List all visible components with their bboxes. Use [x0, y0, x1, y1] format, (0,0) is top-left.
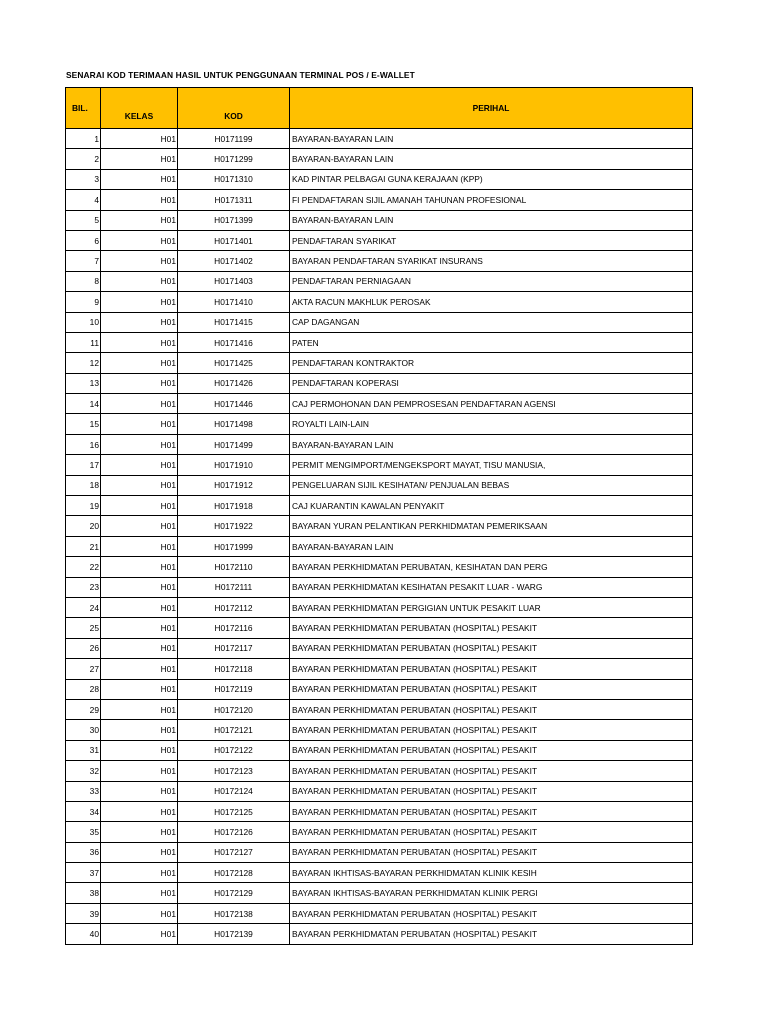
row-perihal: BAYARAN PERKHIDMATAN PERUBATAN (HOSPITAL) PESAKIT	[290, 924, 693, 944]
table-row	[66, 251, 693, 271]
row-kod-akaun: H0172121	[178, 720, 290, 740]
row-bil: 6	[66, 230, 101, 250]
row-perihal: BAYARAN PERKHIDMATAN PERUBATAN (HOSPITAL) PESAKIT	[290, 781, 693, 801]
row-kelas-akaun: H01	[101, 149, 178, 169]
row-perihal: BAYARAN PERKHIDMATAN PERUBATAN (HOSPITAL) PESAKIT	[290, 842, 693, 862]
table-row	[66, 761, 693, 781]
row-kod-akaun: H0172117	[178, 638, 290, 658]
table-row	[66, 169, 693, 189]
row-perihal: BAYARAN PERKHIDMATAN PERUBATAN (HOSPITAL) PESAKIT	[290, 720, 693, 740]
row-kelas-akaun: H01	[101, 557, 178, 577]
table-row	[66, 496, 693, 516]
row-kod-akaun: H0172128	[178, 863, 290, 883]
row-kelas-akaun: H01	[101, 353, 178, 373]
table-row	[66, 292, 693, 312]
row-kod-akaun: H0172138	[178, 903, 290, 923]
row-kod-akaun: H0171416	[178, 332, 290, 352]
row-bil: 33	[66, 781, 101, 801]
table-row	[66, 842, 693, 862]
row-kod-akaun: H0171399	[178, 210, 290, 230]
row-kod-akaun: H0172116	[178, 618, 290, 638]
table-body	[66, 129, 693, 945]
row-perihal: BAYARAN PERKHIDMATAN PERUBATAN, KESIHATAN DAN PERG	[290, 557, 693, 577]
row-kelas-akaun: H01	[101, 883, 178, 903]
row-perihal: BAYARAN-BAYARAN LAIN	[290, 536, 693, 556]
row-bil: 35	[66, 822, 101, 842]
row-kelas-akaun: H01	[101, 332, 178, 352]
row-bil: 36	[66, 842, 101, 862]
row-kod-akaun: H0172119	[178, 679, 290, 699]
row-kelas-akaun: H01	[101, 903, 178, 923]
row-kod-akaun: H0172124	[178, 781, 290, 801]
row-bil: 38	[66, 883, 101, 903]
row-kelas-akaun: H01	[101, 618, 178, 638]
row-kod-akaun: H0171401	[178, 230, 290, 250]
row-kelas-akaun: H01	[101, 597, 178, 617]
document-title: SENARAI KOD TERIMAAN HASIL UNTUK PENGGUNAAN TERMINAL POS / E-WALLET	[66, 70, 415, 80]
row-perihal: BAYARAN IKHTISAS-BAYARAN PERKHIDMATAN KLINIK PERGI	[290, 883, 693, 903]
row-perihal: FI PENDAFTARAN SIJIL AMANAH TAHUNAN PROFESIONAL	[290, 190, 693, 210]
row-kod-akaun: H0172112	[178, 597, 290, 617]
table-row	[66, 230, 693, 250]
row-kod-akaun: H0171403	[178, 271, 290, 291]
row-perihal: BAYARAN-BAYARAN LAIN	[290, 149, 693, 169]
row-kelas-akaun: H01	[101, 740, 178, 760]
table-row	[66, 597, 693, 617]
row-kod-akaun: H0172122	[178, 740, 290, 760]
row-kod-akaun: H0171425	[178, 353, 290, 373]
row-kelas-akaun: H01	[101, 496, 178, 516]
row-perihal: PENGELUARAN SIJIL KESIHATAN/ PENJUALAN BEBAS	[290, 475, 693, 495]
row-kelas-akaun: H01	[101, 659, 178, 679]
header-perihal: PERIHAL	[290, 88, 693, 129]
row-bil: 18	[66, 475, 101, 495]
table-row	[66, 353, 693, 373]
table-row	[66, 475, 693, 495]
row-kod-akaun: H0171311	[178, 190, 290, 210]
row-kelas-akaun: H01	[101, 251, 178, 271]
table-row	[66, 536, 693, 556]
row-kod-akaun: H0171402	[178, 251, 290, 271]
row-kelas-akaun: H01	[101, 638, 178, 658]
row-kelas-akaun: H01	[101, 577, 178, 597]
row-perihal: BAYARAN YURAN PELANTIKAN PERKHIDMATAN PEMERIKSAAN	[290, 516, 693, 536]
revenue-code-table	[65, 87, 693, 945]
row-perihal: CAJ PERMOHONAN DAN PEMPROSESAN PENDAFTARAN AGENSI	[290, 394, 693, 414]
row-perihal: BAYARAN IKHTISAS-BAYARAN PERKHIDMATAN KLINIK KESIH	[290, 863, 693, 883]
row-kelas-akaun: H01	[101, 761, 178, 781]
row-kod-akaun: H0171410	[178, 292, 290, 312]
row-kelas-akaun: H01	[101, 292, 178, 312]
row-kelas-akaun: H01	[101, 129, 178, 149]
row-perihal: BAYARAN PERKHIDMATAN PERUBATAN (HOSPITAL) PESAKIT	[290, 659, 693, 679]
table-row	[66, 679, 693, 699]
row-bil: 28	[66, 679, 101, 699]
row-bil: 1	[66, 129, 101, 149]
table-row	[66, 557, 693, 577]
row-perihal: BAYARAN PENDAFTARAN SYARIKAT INSURANS	[290, 251, 693, 271]
row-perihal: AKTA RACUN MAKHLUK PEROSAK	[290, 292, 693, 312]
table-row	[66, 924, 693, 944]
row-kelas-akaun: H01	[101, 924, 178, 944]
row-bil: 26	[66, 638, 101, 658]
table-row	[66, 659, 693, 679]
header-bil: BIL.	[66, 88, 101, 129]
row-perihal: BAYARAN-BAYARAN LAIN	[290, 210, 693, 230]
table-row	[66, 699, 693, 719]
row-bil: 14	[66, 394, 101, 414]
row-kod-akaun: H0171415	[178, 312, 290, 332]
table-row	[66, 863, 693, 883]
row-bil: 10	[66, 312, 101, 332]
row-kod-akaun: H0172123	[178, 761, 290, 781]
row-bil: 7	[66, 251, 101, 271]
row-kod-akaun: H0172111	[178, 577, 290, 597]
row-perihal: PENDAFTARAN KOPERASI	[290, 373, 693, 393]
row-kod-akaun: H0171310	[178, 169, 290, 189]
row-kod-akaun: H0171999	[178, 536, 290, 556]
row-perihal: BAYARAN-BAYARAN LAIN	[290, 129, 693, 149]
row-bil: 9	[66, 292, 101, 312]
row-kod-akaun: H0171922	[178, 516, 290, 536]
row-kod-akaun: H0172129	[178, 883, 290, 903]
row-perihal: BAYARAN-BAYARAN LAIN	[290, 434, 693, 454]
table-row	[66, 332, 693, 352]
row-kod-akaun: H0171199	[178, 129, 290, 149]
row-kelas-akaun: H01	[101, 210, 178, 230]
row-kelas-akaun: H01	[101, 414, 178, 434]
table-row	[66, 271, 693, 291]
table-row	[66, 312, 693, 332]
table-row	[66, 903, 693, 923]
row-perihal: KAD PINTAR PELBAGAI GUNA KERAJAAN (KPP)	[290, 169, 693, 189]
row-perihal: BAYARAN PERKHIDMATAN PERUBATAN (HOSPITAL) PESAKIT	[290, 761, 693, 781]
row-kelas-akaun: H01	[101, 842, 178, 862]
row-kelas-akaun: H01	[101, 781, 178, 801]
row-kelas-akaun: H01	[101, 169, 178, 189]
row-kod-akaun: H0171299	[178, 149, 290, 169]
row-kelas-akaun: H01	[101, 312, 178, 332]
row-kod-akaun: H0172126	[178, 822, 290, 842]
row-perihal: BAYARAN PERKHIDMATAN KESIHATAN PESAKIT LUAR - WARG	[290, 577, 693, 597]
row-kelas-akaun: H01	[101, 801, 178, 821]
table-row	[66, 414, 693, 434]
row-perihal: BAYARAN PERKHIDMATAN PERUBATAN (HOSPITAL) PESAKIT	[290, 801, 693, 821]
table-row	[66, 740, 693, 760]
row-kod-akaun: H0171912	[178, 475, 290, 495]
row-perihal: CAP DAGANGAN	[290, 312, 693, 332]
row-bil: 37	[66, 863, 101, 883]
row-perihal: BAYARAN PERKHIDMATAN PERUBATAN (HOSPITAL) PESAKIT	[290, 740, 693, 760]
row-kelas-akaun: H01	[101, 475, 178, 495]
row-bil: 5	[66, 210, 101, 230]
row-kelas-akaun: H01	[101, 434, 178, 454]
row-perihal: BAYARAN PERKHIDMATAN PERUBATAN (HOSPITAL) PESAKIT	[290, 618, 693, 638]
row-kod-akaun: H0172127	[178, 842, 290, 862]
row-bil: 22	[66, 557, 101, 577]
row-perihal: ROYALTI LAIN-LAIN	[290, 414, 693, 434]
table-row	[66, 720, 693, 740]
row-kelas-akaun: H01	[101, 190, 178, 210]
row-kod-akaun: H0171499	[178, 434, 290, 454]
row-bil: 15	[66, 414, 101, 434]
row-kod-akaun: H0172139	[178, 924, 290, 944]
table-row	[66, 618, 693, 638]
row-perihal: PENDAFTARAN PERNIAGAAN	[290, 271, 693, 291]
row-kelas-akaun: H01	[101, 679, 178, 699]
row-perihal: BAYARAN PERKHIDMATAN PERUBATAN (HOSPITAL) PESAKIT	[290, 903, 693, 923]
row-bil: 13	[66, 373, 101, 393]
row-kelas-akaun: H01	[101, 455, 178, 475]
table-row	[66, 373, 693, 393]
header-kelas-akaun	[101, 88, 178, 129]
row-bil: 21	[66, 536, 101, 556]
row-kod-akaun: H0172120	[178, 699, 290, 719]
row-kelas-akaun: H01	[101, 271, 178, 291]
row-bil: 34	[66, 801, 101, 821]
row-bil: 11	[66, 332, 101, 352]
header-kelas-line1: KELAS	[124, 111, 154, 121]
row-bil: 12	[66, 353, 101, 373]
row-perihal: BAYARAN PERKHIDMATAN PERUBATAN (HOSPITAL) PESAKIT	[290, 699, 693, 719]
table-row	[66, 577, 693, 597]
row-kod-akaun: H0171910	[178, 455, 290, 475]
row-perihal: BAYARAN PERKHIDMATAN PERGIGIAN UNTUK PESAKIT LUAR	[290, 597, 693, 617]
row-bil: 29	[66, 699, 101, 719]
row-bil: 27	[66, 659, 101, 679]
row-bil: 16	[66, 434, 101, 454]
header-kod-line1: KOD	[224, 111, 243, 121]
header-kod-akaun	[178, 88, 290, 129]
table-row	[66, 210, 693, 230]
row-kod-akaun: H0171918	[178, 496, 290, 516]
row-bil: 19	[66, 496, 101, 516]
row-kelas-akaun: H01	[101, 822, 178, 842]
row-perihal: PATEN	[290, 332, 693, 352]
row-kelas-akaun: H01	[101, 230, 178, 250]
table-row	[66, 781, 693, 801]
row-bil: 23	[66, 577, 101, 597]
table-row	[66, 129, 693, 149]
table-header-row	[66, 88, 693, 129]
table-row	[66, 801, 693, 821]
row-kelas-akaun: H01	[101, 720, 178, 740]
row-bil: 25	[66, 618, 101, 638]
row-perihal: BAYARAN PERKHIDMATAN PERUBATAN (HOSPITAL) PESAKIT	[290, 822, 693, 842]
row-perihal: PENDAFTARAN SYARIKAT	[290, 230, 693, 250]
row-bil: 32	[66, 761, 101, 781]
table-row	[66, 149, 693, 169]
row-kod-akaun: H0171426	[178, 373, 290, 393]
row-kelas-akaun: H01	[101, 699, 178, 719]
row-perihal: CAJ KUARANTIN KAWALAN PENYAKIT	[290, 496, 693, 516]
table-row	[66, 883, 693, 903]
row-kelas-akaun: H01	[101, 863, 178, 883]
row-kod-akaun: H0172118	[178, 659, 290, 679]
row-bil: 17	[66, 455, 101, 475]
row-bil: 39	[66, 903, 101, 923]
row-perihal: PENDAFTARAN KONTRAKTOR	[290, 353, 693, 373]
table-row	[66, 455, 693, 475]
row-kod-akaun: H0171498	[178, 414, 290, 434]
row-bil: 40	[66, 924, 101, 944]
row-bil: 8	[66, 271, 101, 291]
row-perihal: PERMIT MENGIMPORT/MENGEKSPORT MAYAT, TISU MANUSIA,	[290, 455, 693, 475]
row-bil: 30	[66, 720, 101, 740]
row-kelas-akaun: H01	[101, 536, 178, 556]
table-row	[66, 434, 693, 454]
row-kelas-akaun: H01	[101, 373, 178, 393]
row-kod-akaun: H0172125	[178, 801, 290, 821]
row-kod-akaun: H0172110	[178, 557, 290, 577]
table-row	[66, 638, 693, 658]
row-bil: 24	[66, 597, 101, 617]
table-row	[66, 394, 693, 414]
row-perihal: BAYARAN PERKHIDMATAN PERUBATAN (HOSPITAL) PESAKIT	[290, 638, 693, 658]
row-kelas-akaun: H01	[101, 516, 178, 536]
row-bil: 2	[66, 149, 101, 169]
table-row	[66, 516, 693, 536]
row-bil: 3	[66, 169, 101, 189]
row-kelas-akaun: H01	[101, 394, 178, 414]
row-bil: 4	[66, 190, 101, 210]
table-row	[66, 822, 693, 842]
row-perihal: BAYARAN PERKHIDMATAN PERUBATAN (HOSPITAL) PESAKIT	[290, 679, 693, 699]
row-kod-akaun: H0171446	[178, 394, 290, 414]
table-row	[66, 190, 693, 210]
row-bil: 20	[66, 516, 101, 536]
row-bil: 31	[66, 740, 101, 760]
